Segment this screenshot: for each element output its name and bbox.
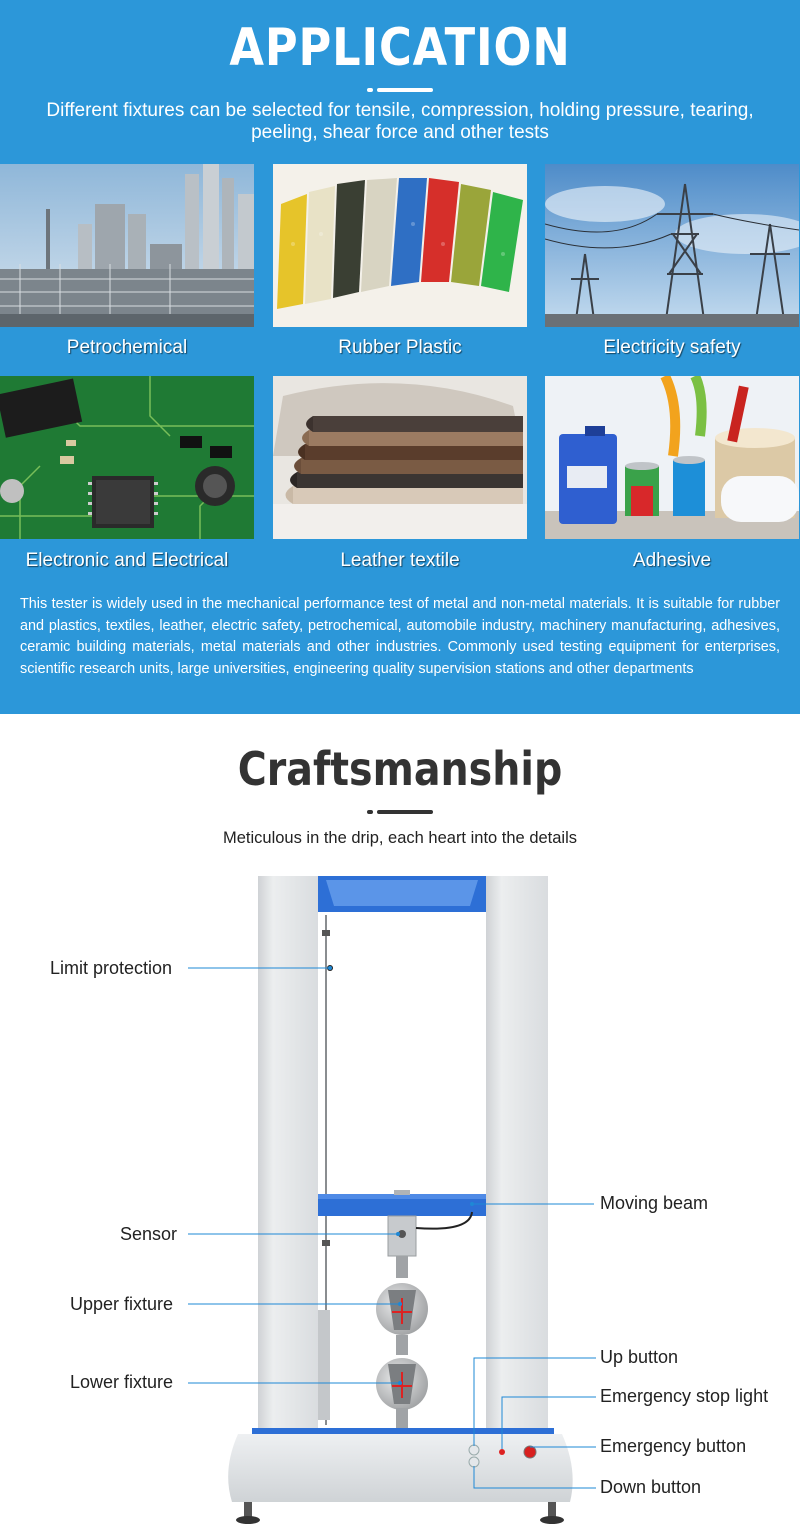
emergency-stop-light-label: Emergency stop light [600, 1386, 769, 1406]
application-section [0, 0, 800, 714]
leather-textile-label: Leather textile [340, 550, 460, 571]
down-button-label: Down button [600, 1477, 702, 1497]
up-button-label: Up button [600, 1347, 679, 1367]
limit-protection-label: Limit protection [50, 958, 173, 978]
electricity-safety-label: Electricity safety [603, 337, 741, 358]
electronic-electrical-label: Electronic and Electrical [25, 550, 229, 571]
rubber-plastic-image [273, 164, 527, 327]
application-subtitle: Different fixtures can be selected for tensile, compression, holding pressure, tearing, peeling, shear force and other tests [46, 100, 754, 143]
adhesive-label: Adhesive [632, 550, 712, 571]
petrochemical-image [0, 164, 254, 327]
craft-divider-bar [377, 810, 433, 814]
petrochemical-label: Petrochemical [66, 337, 188, 358]
craftsmanship-title: Craftsmanship [237, 742, 563, 796]
application-description: This tester is widely used in the mechanical performance test of metal and non-metal materials. It is suitable for rubber and plastics, textiles, leather, electric safety, petrochemical, automobile industry, machinery manufacturing, adhesives, ceramic building materials, metal materials and other industries. Commonly used testing equipment for enterprises, scientific research units, large universities, engineering quality supervision stations and other departments [20, 596, 780, 677]
craftsmanship-subtitle: Meticulous in the drip, each heart into the details [222, 829, 578, 847]
craft-divider-dot [367, 810, 373, 814]
title-divider-dot [367, 88, 373, 92]
title-divider-bar [377, 88, 433, 92]
sensor-label: Sensor [120, 1224, 178, 1244]
rubber-plastic-label: Rubber Plastic [338, 337, 462, 358]
application-title: APPLICATION [229, 18, 571, 78]
electronic-electrical-image [0, 376, 254, 539]
upper-fixture-label: Upper fixture [70, 1294, 174, 1314]
leather-textile-image [273, 376, 527, 539]
electricity-safety-image [545, 164, 799, 327]
moving-beam-label: Moving beam [600, 1193, 709, 1213]
lower-fixture-label: Lower fixture [70, 1372, 174, 1392]
emergency-button-label: Emergency button [600, 1436, 747, 1456]
adhesive-image [545, 376, 799, 539]
